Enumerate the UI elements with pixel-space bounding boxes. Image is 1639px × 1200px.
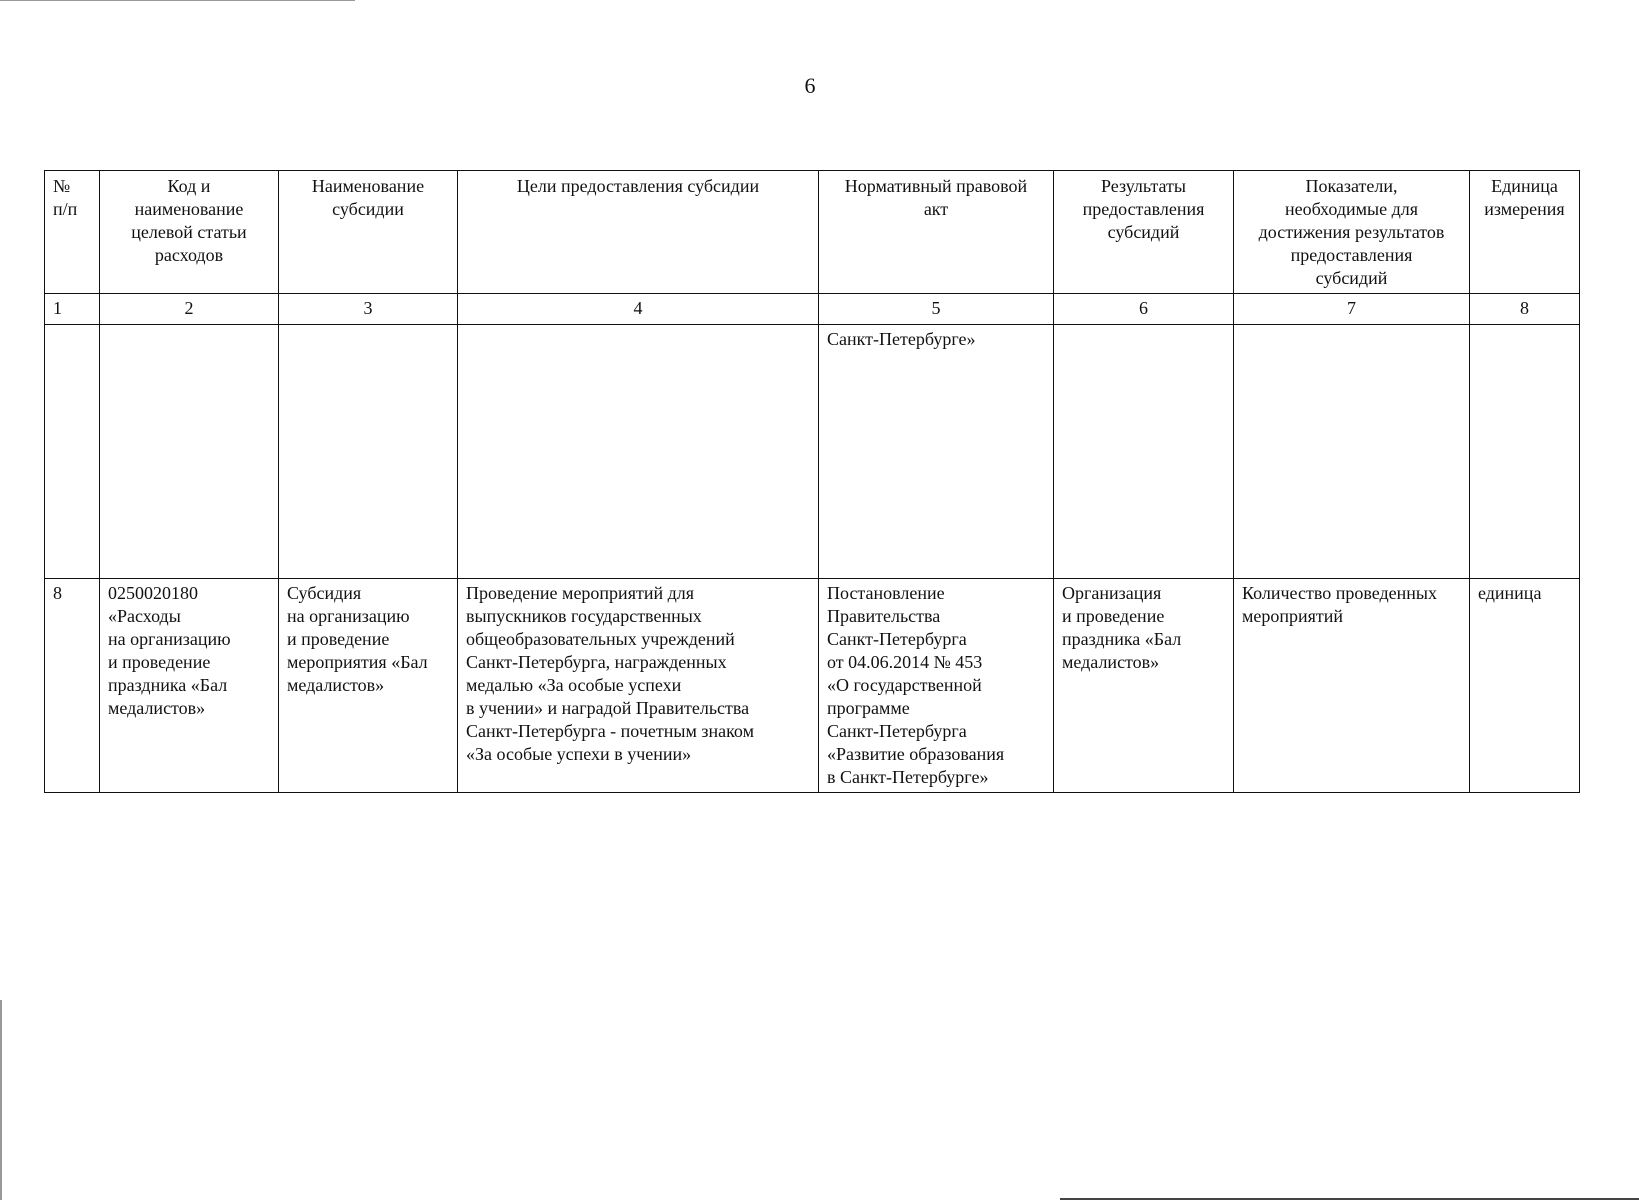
column-number: 2: [100, 294, 279, 325]
header-indicators: Показатели, необходимые для достижения результатов предоставления субсидий: [1234, 171, 1470, 294]
header-unit: Единица измерения: [1470, 171, 1580, 294]
scan-edge-top: [0, 0, 355, 1]
header-results: Результаты предоставления субсидий: [1054, 171, 1234, 294]
column-number: 7: [1234, 294, 1470, 325]
page-number: 6: [804, 73, 816, 98]
table-cell: [279, 325, 458, 579]
header-legal-act: Нормативный правовой акт: [819, 171, 1054, 294]
column-number: 3: [279, 294, 458, 325]
continuation-row: [45, 325, 1580, 579]
column-number: 8: [1470, 294, 1580, 325]
subsidy-table: [44, 170, 1580, 793]
column-number: 5: [819, 294, 1054, 325]
table-cell: [45, 325, 100, 579]
legal-act-continuation: Санкт-Петербурге»: [819, 325, 1054, 579]
column-number: 6: [1054, 294, 1234, 325]
column-number-row: [45, 294, 1580, 325]
row-indicators: Количество проведенных мероприятий: [1234, 579, 1470, 793]
header-code: Код и наименование целевой статьи расходов: [100, 171, 279, 294]
header-goals: Цели предоставления субсидии: [458, 171, 819, 294]
row-code: 0250020180 «Расходы на организацию и проведение праздника «Бал медалистов»: [100, 579, 279, 793]
table-cell: [458, 325, 819, 579]
header-num: № п/п: [45, 171, 100, 294]
row-legal-act: Постановление Правительства Санкт-Петербурга от 04.06.2014 № 453 «О государственной программе Санкт-Петербурга «Развитие образования в Санкт-Петербурге»: [819, 579, 1054, 793]
table-cell: [1054, 325, 1234, 579]
row-subsidy-name: Субсидия на организацию и проведение мероприятия «Бал медалистов»: [279, 579, 458, 793]
column-number: 1: [45, 294, 100, 325]
table-cell: [100, 325, 279, 579]
header-subsidy-name: Наименование субсидии: [279, 171, 458, 294]
row-unit: единица: [1470, 579, 1580, 793]
table-row: [45, 579, 1580, 793]
header-row: [45, 171, 1580, 294]
row-goals: Проведение мероприятий для выпускников государственных общеобразовательных учреждений Санкт-Петербурга, награжденных медалью «За особые успехи в учении» и наградой Правительства Санкт-Петербурга - почетным знаком «За особые успехи в учении»: [458, 579, 819, 793]
table-cell: [1234, 325, 1470, 579]
scan-edge-left: [0, 1000, 2, 1200]
row-results: Организация и проведение праздника «Бал медалистов»: [1054, 579, 1234, 793]
table-cell: [1470, 325, 1580, 579]
row-num: 8: [45, 579, 100, 793]
column-number: 4: [458, 294, 819, 325]
